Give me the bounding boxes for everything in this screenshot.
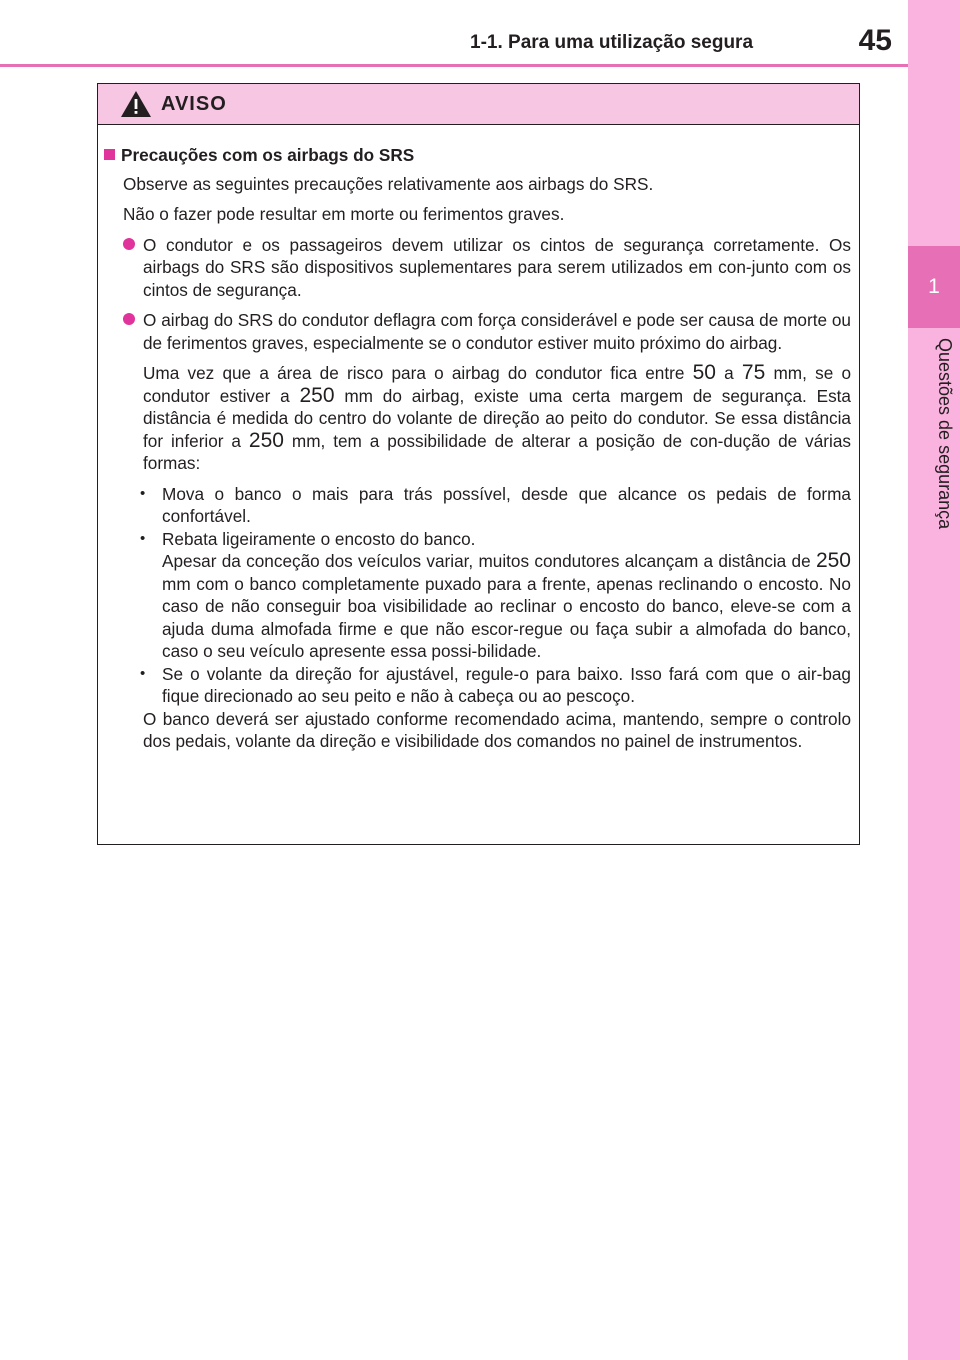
text-run: mm com o banco completamente puxado para a frente, apenas reclinando o encosto. No caso de não conseguir boa visibilidade ao reclinar o encosto do banco, eleve-se com a ajuda duma almofada firme e que não escor-regue ou faça subir a almofada do banco, caso o seu veículo apresente essa possi-bilidade. (162, 573, 851, 661)
distance-value: 50 (692, 361, 716, 384)
sub-bullet-icon: • (140, 484, 146, 502)
text-run: mm, se o condutor estiver a (143, 363, 852, 406)
chapter-tab[interactable] (908, 246, 960, 328)
page-number: 45 (858, 24, 892, 57)
sub-bullet-item (140, 483, 851, 528)
text-run: mm, tem a possibilidade de alterar a posição de con-dução de várias formas: (143, 430, 851, 473)
sub-bullet-note (162, 550, 851, 663)
warning-header (98, 84, 859, 125)
bullet-item (143, 234, 851, 302)
bullet-item (143, 309, 851, 354)
bullet-text: O airbag do SRS do condutor deflagra com força considerável e pode ser causa de morte ou de ferimentos graves, especialmente se o condutor estiver muito próximo do airbag. (143, 310, 851, 353)
chapter-number: 1 (928, 275, 940, 298)
section-heading (104, 144, 844, 167)
section-heading-text: Precauções com os airbags do SRS (121, 145, 415, 165)
sub-bullet-item (140, 663, 851, 708)
round-bullet-icon (123, 313, 135, 325)
round-bullet-icon (123, 238, 135, 250)
text-run: Uma vez que a área de risco para o airbag do condutor fica entre (143, 363, 693, 383)
warning-triangle-icon (120, 90, 152, 118)
closing-paragraph: O banco deverá ser ajustado conforme recomendado acima, mantendo, sempre o controlo dos pedais, volante da direção e visibilidade dos comandos no painel de instrumentos. (143, 708, 851, 751)
sub-bullet-item (140, 528, 851, 663)
header-divider (0, 64, 908, 67)
sub-bullet-icon: • (140, 664, 146, 682)
text-run: a (715, 363, 742, 383)
bullet-text: O condutor e os passageiros devem utilizar os cintos de segurança corretamente. Os airbags do SRS são dispositivos suplementares para serem utilizados em con-junto com os cintos de segurança. (143, 234, 851, 300)
sub-bullet-icon: • (140, 529, 146, 547)
distance-value: 75 (741, 361, 766, 384)
intro-paragraph-1: Observe as seguintes precauções relativamente aos airbags do SRS. (123, 173, 654, 194)
intro-paragraph-2: Não o fazer pode resultar em morte ou ferimentos graves. (123, 204, 565, 224)
sub-bullet-text: Rebata ligeiramente o encosto do banco. (162, 528, 476, 549)
text-run: mm do airbag, existe uma certa margem de segurança. Esta distância é medida do centro do volante de direção ao peito do condutor. Se essa distância for inferior a (143, 385, 851, 451)
warning-content (98, 144, 859, 753)
section-title: 1-1. Para uma utilização segura (470, 32, 754, 53)
distance-value: 250 (248, 428, 284, 452)
sub-bullet-text: Mova o banco o mais para trás possível, desde que alcance os pedais de forma confortável. (162, 483, 851, 526)
chapter-title: Questões de segurança (935, 338, 955, 530)
sub-bullet-text: Se o volante da direção for ajustável, regule-o para baixo. Isso fará com que o air-bag fique direcionado ao seu peito e não à cabeça ou ao pescoço. (162, 663, 851, 706)
distance-value: 250 (815, 549, 851, 572)
distance-value: 250 (299, 383, 335, 407)
warning-label: AVISO (161, 92, 227, 115)
square-bullet-icon (104, 149, 115, 160)
text-run: Apesar da conceção dos veículos variar, muitos condutores alcançam a distância de (162, 551, 816, 571)
chapter-side-band (908, 0, 960, 1360)
warning-box (97, 83, 860, 845)
distance-paragraph (143, 362, 851, 475)
